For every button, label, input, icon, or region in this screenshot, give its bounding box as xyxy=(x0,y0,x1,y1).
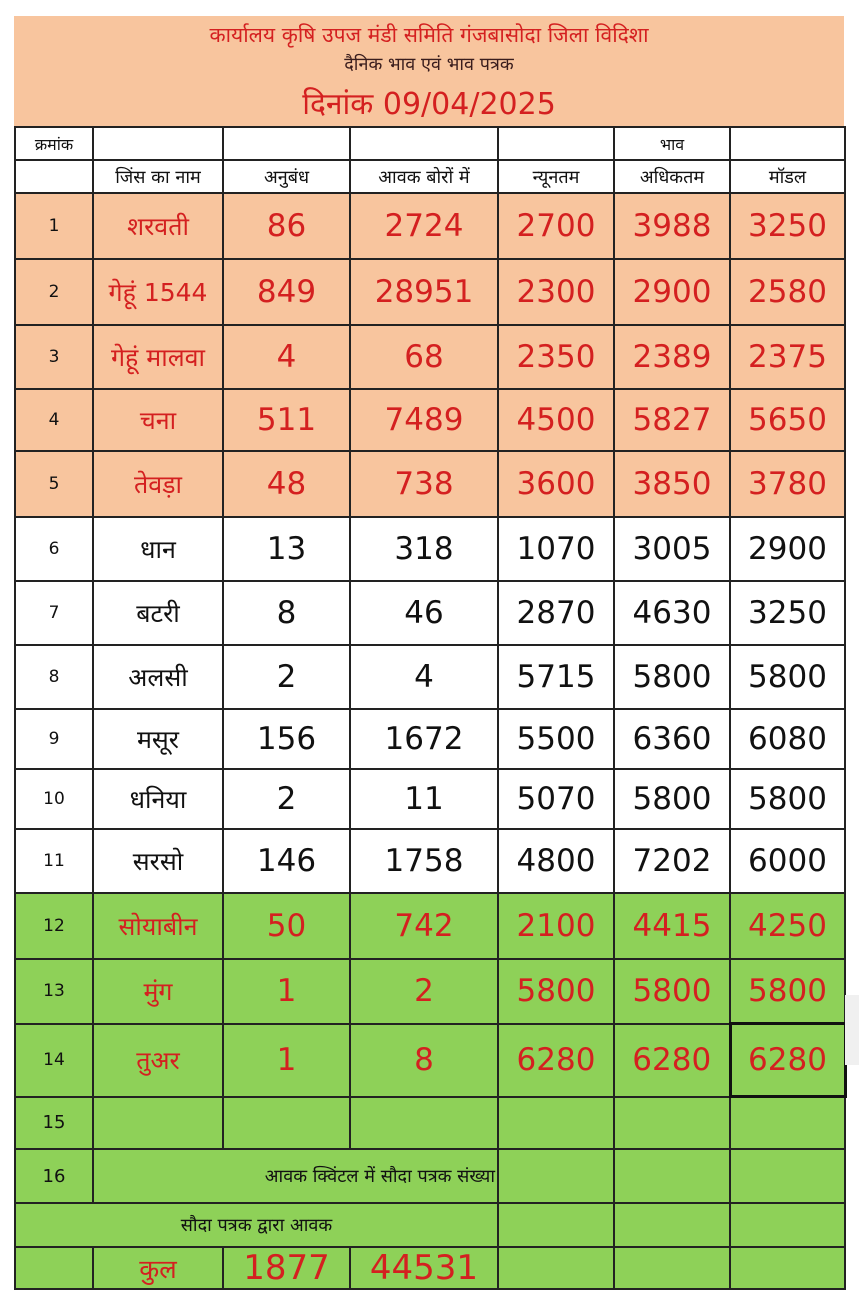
min-price: 2300 xyxy=(498,259,614,325)
max-price: 3005 xyxy=(614,517,730,581)
commodity-name: गेहूं 1544 xyxy=(93,259,223,325)
contract-value: 50 xyxy=(223,893,350,959)
commodity-name: बटरी xyxy=(93,581,223,645)
sheet-header xyxy=(14,16,844,126)
table-row-16 xyxy=(15,1149,845,1203)
arrival-value: 4 xyxy=(350,645,498,709)
min-price: 3600 xyxy=(498,451,614,517)
commodity-name: चना xyxy=(93,389,223,451)
arrival-value: 318 xyxy=(350,517,498,581)
table-row xyxy=(15,389,845,451)
min-price: 2700 xyxy=(498,193,614,259)
table-row xyxy=(15,645,845,709)
col-commodity: जिंस का नाम xyxy=(93,160,223,193)
commodity-name: मसूर xyxy=(93,709,223,769)
min-price: 4500 xyxy=(498,389,614,451)
contract-value: 146 xyxy=(223,829,350,893)
sauda-row xyxy=(15,1203,845,1247)
header-row-2 xyxy=(15,160,845,193)
commodity-name: शरवती xyxy=(93,193,223,259)
table-row xyxy=(15,1024,845,1097)
modal-price: 2900 xyxy=(730,517,845,581)
contract-value: 48 xyxy=(223,451,350,517)
col-group-price: भाव xyxy=(614,127,730,160)
row-serial: 7 xyxy=(15,581,93,645)
total-row xyxy=(15,1247,845,1289)
row-serial: 11 xyxy=(15,829,93,893)
min-price: 2100 xyxy=(498,893,614,959)
contract-value: 1 xyxy=(223,959,350,1024)
price-table xyxy=(14,126,847,1290)
arrival-value: 2 xyxy=(350,959,498,1024)
arrival-value: 1758 xyxy=(350,829,498,893)
sheet-date: दिनांक 09/04/2025 xyxy=(302,87,556,122)
modal-price: 6000 xyxy=(730,829,845,893)
table-row xyxy=(15,769,845,829)
arrival-value: 28951 xyxy=(350,259,498,325)
max-price: 2389 xyxy=(614,325,730,389)
contract-value: 86 xyxy=(223,193,350,259)
edge-shadow xyxy=(845,995,859,1065)
contract-value: 2 xyxy=(223,645,350,709)
col-minimum: न्यूनतम xyxy=(498,160,614,193)
commodity-name: धनिया xyxy=(93,769,223,829)
max-price: 6280 xyxy=(614,1024,730,1097)
min-price: 2350 xyxy=(498,325,614,389)
row-serial: 3 xyxy=(15,325,93,389)
contract-value: 8 xyxy=(223,581,350,645)
max-price: 5800 xyxy=(614,769,730,829)
commodity-name: धान xyxy=(93,517,223,581)
min-price: 5800 xyxy=(498,959,614,1024)
table-row-15 xyxy=(15,1097,845,1150)
min-price: 5715 xyxy=(498,645,614,709)
total-contract: 1877 xyxy=(223,1247,350,1289)
commodity-name: तेवड़ा xyxy=(93,451,223,517)
arrival-value: 46 xyxy=(350,581,498,645)
modal-price: 5800 xyxy=(730,959,845,1024)
max-price: 2900 xyxy=(614,259,730,325)
col-serial: क्रमांक xyxy=(15,127,93,160)
row-serial: 16 xyxy=(15,1149,93,1203)
arrival-value: 738 xyxy=(350,451,498,517)
contract-value: 511 xyxy=(223,389,350,451)
contract-value: 2 xyxy=(223,769,350,829)
commodity-name: मुंग xyxy=(93,959,223,1024)
modal-price: 4250 xyxy=(730,893,845,959)
row-serial: 10 xyxy=(15,769,93,829)
office-title: कार्यालय कृषि उपज मंडी समिति गंजबासोदा जिला विदिशा xyxy=(209,23,649,47)
commodity-name: सोयाबीन xyxy=(93,893,223,959)
contract-value: 156 xyxy=(223,709,350,769)
header-row-1 xyxy=(15,127,845,160)
commodity-name: सरसो xyxy=(93,829,223,893)
col-arrival: आवक बोरों में xyxy=(350,160,498,193)
col-maximum: अधिकतम xyxy=(614,160,730,193)
row-serial: 1 xyxy=(15,193,93,259)
min-price: 1070 xyxy=(498,517,614,581)
total-label: कुल xyxy=(93,1247,223,1289)
table-row xyxy=(15,829,845,893)
row-serial: 2 xyxy=(15,259,93,325)
max-price: 5800 xyxy=(614,645,730,709)
table-row xyxy=(15,451,845,517)
max-price: 6360 xyxy=(614,709,730,769)
contract-value: 13 xyxy=(223,517,350,581)
table-row xyxy=(15,581,845,645)
rate-sheet xyxy=(14,16,844,1288)
table-row xyxy=(15,893,845,959)
modal-price: 6080 xyxy=(730,709,845,769)
max-price: 4415 xyxy=(614,893,730,959)
min-price: 2870 xyxy=(498,581,614,645)
row-serial: 6 xyxy=(15,517,93,581)
arrival-value: 7489 xyxy=(350,389,498,451)
arrival-value: 1672 xyxy=(350,709,498,769)
arrival-value: 742 xyxy=(350,893,498,959)
contract-value: 4 xyxy=(223,325,350,389)
modal-price: 5800 xyxy=(730,645,845,709)
sheet-subtitle: दैनिक भाव एवं भाव पत्रक xyxy=(344,54,514,75)
commodity-name: गेहूं मालवा xyxy=(93,325,223,389)
table-row xyxy=(15,193,845,259)
table-row xyxy=(15,325,845,389)
modal-price: 2580 xyxy=(730,259,845,325)
modal-price: 5650 xyxy=(730,389,845,451)
arrival-value: 8 xyxy=(350,1024,498,1097)
col-modal: मॉडल xyxy=(730,160,845,193)
row-serial: 15 xyxy=(15,1097,93,1150)
row-serial: 13 xyxy=(15,959,93,1024)
min-price: 6280 xyxy=(498,1024,614,1097)
total-arrival: 44531 xyxy=(350,1247,498,1289)
table-row xyxy=(15,517,845,581)
row-serial: 14 xyxy=(15,1024,93,1097)
table-row xyxy=(15,959,845,1024)
row-serial: 8 xyxy=(15,645,93,709)
min-price: 5500 xyxy=(498,709,614,769)
table-row xyxy=(15,709,845,769)
row-serial: 4 xyxy=(15,389,93,451)
modal-price: 3250 xyxy=(730,193,845,259)
arrival-value: 68 xyxy=(350,325,498,389)
min-price: 5070 xyxy=(498,769,614,829)
arrival-value: 2724 xyxy=(350,193,498,259)
modal-price: 5800 xyxy=(730,769,845,829)
max-price: 3988 xyxy=(614,193,730,259)
commodity-name: तुअर xyxy=(93,1024,223,1097)
sauda-count-label: आवक क्विंटल में सौदा पत्रक संख्या xyxy=(93,1149,498,1203)
row-serial: 12 xyxy=(15,893,93,959)
modal-price: 2375 xyxy=(730,325,845,389)
modal-price: 3780 xyxy=(730,451,845,517)
sauda-arrival-label: सौदा पत्रक द्वारा आवक xyxy=(15,1203,498,1247)
max-price: 7202 xyxy=(614,829,730,893)
max-price: 4630 xyxy=(614,581,730,645)
table-row xyxy=(15,259,845,325)
min-price: 4800 xyxy=(498,829,614,893)
row-serial: 9 xyxy=(15,709,93,769)
row-serial: 5 xyxy=(15,451,93,517)
modal-price: 6280 xyxy=(730,1024,845,1097)
max-price: 3850 xyxy=(614,451,730,517)
modal-price: 3250 xyxy=(730,581,845,645)
col-contract: अनुबंध xyxy=(223,160,350,193)
max-price: 5800 xyxy=(614,959,730,1024)
contract-value: 1 xyxy=(223,1024,350,1097)
commodity-name: अलसी xyxy=(93,645,223,709)
max-price: 5827 xyxy=(614,389,730,451)
contract-value: 849 xyxy=(223,259,350,325)
arrival-value: 11 xyxy=(350,769,498,829)
